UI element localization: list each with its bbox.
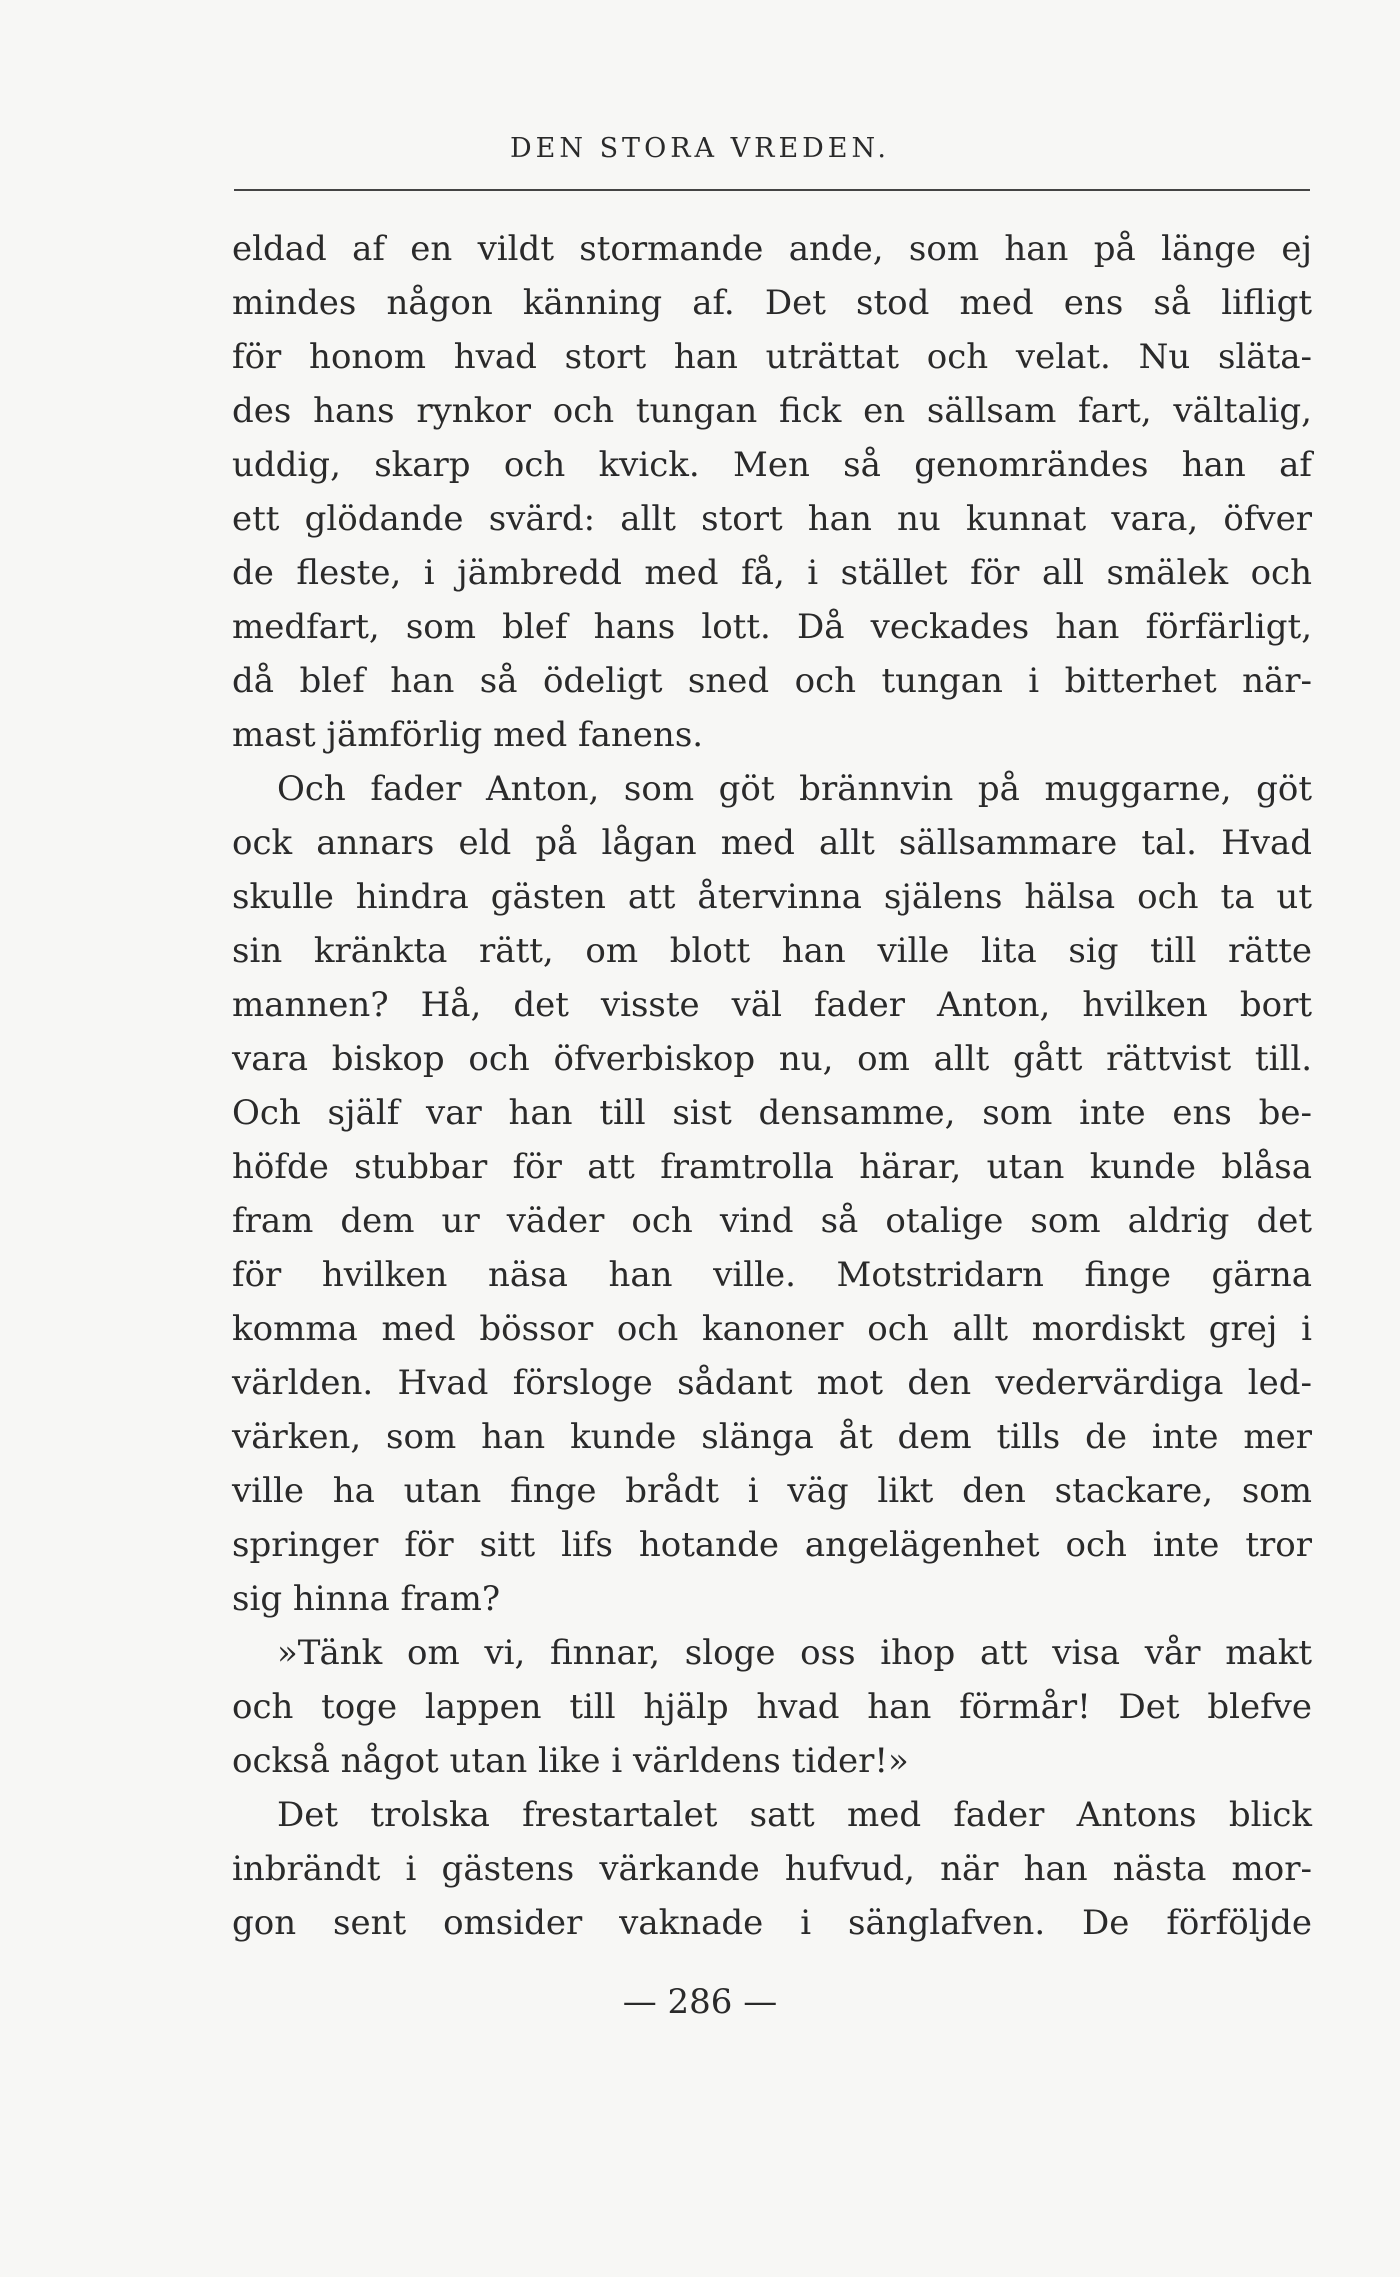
text-line: och toge lappen till hjälp hvad han förmår! Det blefve xyxy=(232,1687,1312,1727)
text-line: fram dem ur väder och vind så otalige som aldrig det xyxy=(232,1201,1312,1241)
text-line: värken, som han kunde slänga åt dem tills de inte mer xyxy=(232,1417,1312,1457)
text-line: uddig, skarp och kvick. Men så genomrändes han af xyxy=(232,445,1312,485)
text-line: des hans rynkor och tungan fick en sällsam fart, vältalig, xyxy=(232,391,1312,431)
text-line: eldad af en vildt stormande ande, som han på länge ej xyxy=(232,229,1312,269)
text-line: ett glödande svärd: allt stort han nu kunnat vara, öfver xyxy=(232,499,1312,539)
text-line: också något utan like i världens tider!» xyxy=(232,1741,909,1781)
header-rule xyxy=(234,189,1310,191)
text-line: sin kränkta rätt, om blott han ville lita sig till rätte xyxy=(232,931,1312,971)
text-line: Det trolska frestartalet satt med fader Antons blick xyxy=(277,1795,1312,1835)
text-line: världen. Hvad försloge sådant mot den vedervärdiga led- xyxy=(232,1363,1312,1403)
text-line: komma med bössor och kanoner och allt mordiskt grej i xyxy=(232,1309,1312,1349)
running-header: DEN STORA VREDEN. xyxy=(510,133,890,164)
text-line: då blef han så ödeligt sned och tungan i bitterhet när- xyxy=(232,661,1312,701)
text-line: Och själf var han till sist densamme, som inte ens be- xyxy=(232,1093,1312,1133)
text-line: sig hinna fram? xyxy=(232,1579,501,1619)
text-line: mannen? Hå, det visste väl fader Anton, hvilken bort xyxy=(232,985,1312,1025)
body-text xyxy=(232,222,1312,1950)
text-line: för hvilken näsa han ville. Motstridarn finge gärna xyxy=(232,1255,1312,1295)
text-line: skulle hindra gästen att återvinna själens hälsa och ta ut xyxy=(232,877,1312,917)
text-line: Och fader Anton, som göt brännvin på muggarne, göt xyxy=(277,769,1312,809)
text-line: för honom hvad stort han uträttat och velat. Nu släta- xyxy=(232,337,1312,377)
text-line: »Tänk om vi, finnar, sloge oss ihop att visa vår makt xyxy=(277,1633,1312,1673)
page-number: — 286 — xyxy=(622,1982,778,2022)
text-line: mast jämförlig med fanens. xyxy=(232,715,704,755)
text-line: mindes någon känning af. Det stod med ens så lifligt xyxy=(232,283,1312,323)
text-line: vara biskop och öfverbiskop nu, om allt gått rättvist till. xyxy=(232,1039,1312,1079)
text-line: springer för sitt lifs hotande angelägenhet och inte tror xyxy=(232,1525,1312,1565)
text-line: de fleste, i jämbredd med få, i stället för all smälek och xyxy=(232,553,1312,593)
text-line: höfde stubbar för att framtrolla härar, utan kunde blåsa xyxy=(232,1147,1312,1187)
text-line: inbrändt i gästens värkande hufvud, när han nästa mor- xyxy=(232,1849,1312,1889)
text-line: ville ha utan finge brådt i väg likt den stackare, som xyxy=(232,1471,1312,1511)
text-line: gon sent omsider vaknade i sänglafven. De förföljde xyxy=(232,1903,1312,1943)
text-line: ock annars eld på lågan med allt sällsammare tal. Hvad xyxy=(232,823,1312,863)
text-line: medfart, som blef hans lott. Då veckades han förfärligt, xyxy=(232,607,1312,647)
